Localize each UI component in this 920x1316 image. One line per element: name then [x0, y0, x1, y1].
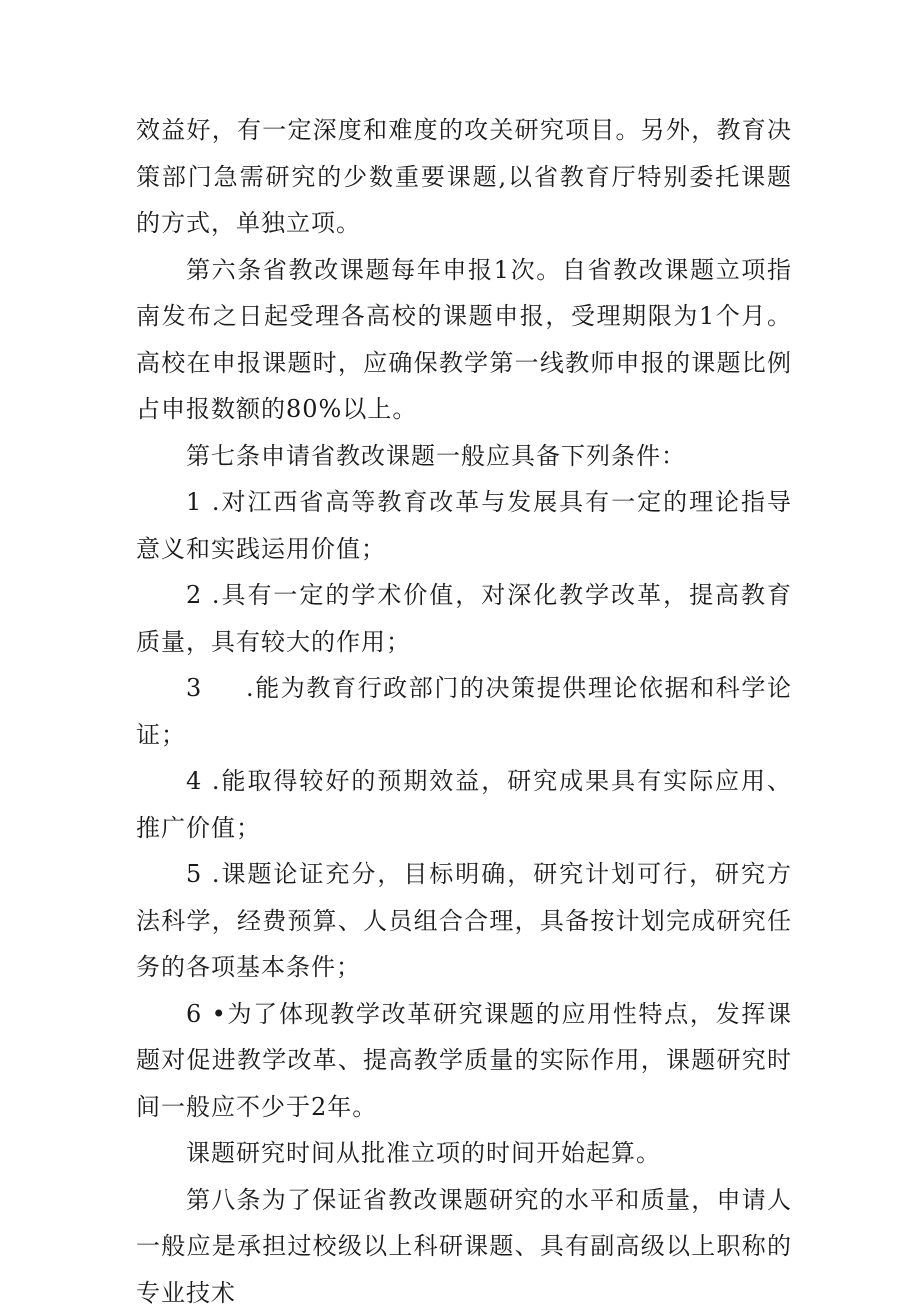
document-page [136, 107, 792, 1316]
list-item-3-number: 3 [186, 665, 246, 712]
list-item-3-text: .能为教育行政部门的决策提供理论依据和科学论证； [136, 674, 792, 749]
paragraph-continuation: 效益好，有一定深度和难度的攻关研究项目。另外，教育决策部门急需研究的少数重要课题,以省教育厅特别委托课题的方式，单独立项。 [136, 107, 792, 247]
list-item-5: 5 .课题论证充分，目标明确，研究计划可行，研究方法科学，经费预算、人员组合合理，具备按计划完成研究任务的各项基本条件； [136, 851, 792, 991]
list-item-1: 1 .对江西省高等教育改革与发展具有一定的理论指导意义和实践运用价值； [136, 479, 792, 572]
paragraph-article-6: 第六条省教改课题每年申报1次。自省教改课题立项指南发布之日起受理各高校的课题申报，受理期限为1个月。高校在申报课题时，应确保教学第一线教师申报的课题比例占申报数额的80%以上。 [136, 247, 792, 433]
paragraph-article-7: 第七条申请省教改课题一般应具备下列条件： [136, 433, 792, 480]
list-item-6: 6 •为了体现教学改革研究课题的应用性特点，发挥课题对促进教学改革、提高教学质量的实际作用，课题研究时间一般应不少于2年。 [136, 991, 792, 1131]
list-item-4: 4 .能取得较好的预期效益，研究成果具有实际应用、推广价值； [136, 758, 792, 851]
list-item-2: 2 .具有一定的学术价值，对深化教学改革，提高教育质量，具有较大的作用； [136, 572, 792, 665]
paragraph-research-time: 课题研究时间从批准立项的时间开始起算。 [136, 1130, 792, 1177]
list-item-3 [136, 665, 792, 758]
paragraph-article-8: 第八条为了保证省教改课题研究的水平和质量，申请人一般应是承担过校级以上科研课题、具有副高级以上职称的专业技术 [136, 1177, 792, 1316]
